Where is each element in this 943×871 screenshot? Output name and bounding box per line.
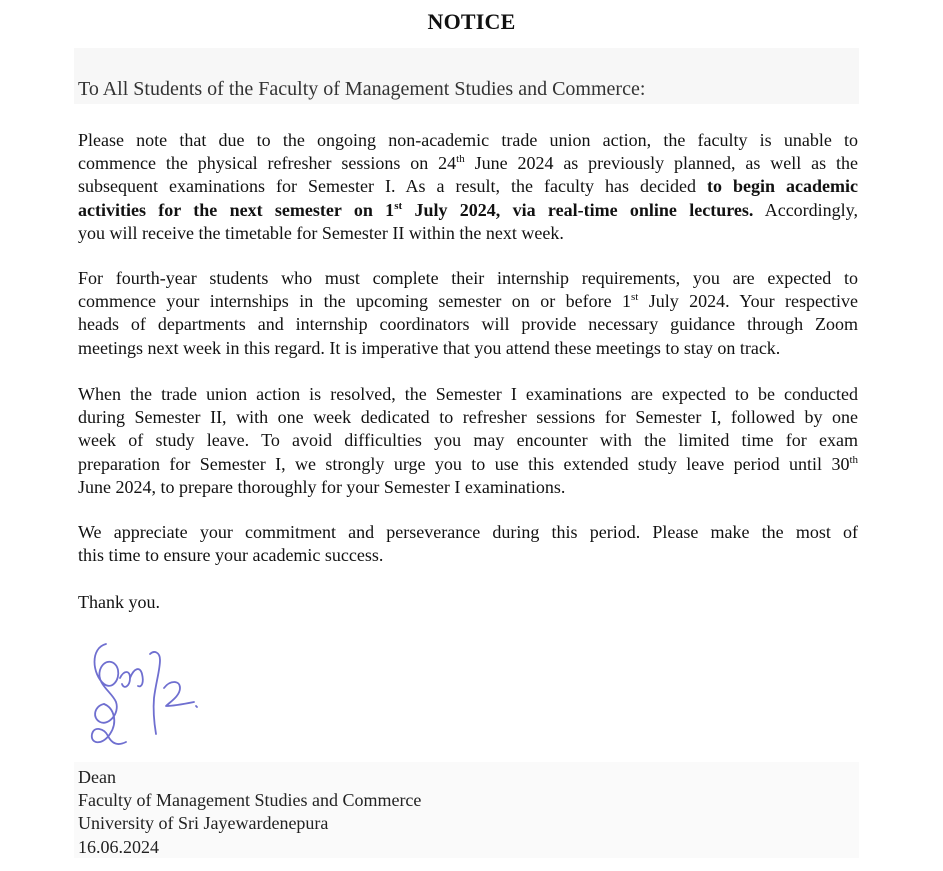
p2-line-1: For fourth-year students who must complete their internship requirements, you are expected to (78, 268, 858, 288)
p2-line-4: meetings next week in this regard. It is imperative that you attend these meetings to stay on track. (78, 337, 781, 358)
p1-line-4-bold-a: activities for the next semester on 1 (78, 199, 395, 220)
paragraph-appreciation (78, 521, 858, 567)
closing-thanks: Thank you. (78, 592, 160, 612)
signature-icon (84, 630, 214, 760)
p1-line-4 (78, 199, 858, 222)
p1-line-2 (78, 152, 858, 175)
p4-line-1: We appreciate your commitment and perseverance during this period. Please make the most of (78, 522, 858, 542)
p1-line-2-sup: th (456, 153, 465, 166)
p2-line-3: heads of departments and internship coordinators will provide necessary guidance through Zoom (78, 314, 858, 335)
paragraph-internships (78, 267, 858, 360)
p3-line-4-text: preparation for Semester I, we strongly urge you to use this extended study leave period until 30 (78, 453, 850, 474)
p3-line-4 (78, 453, 858, 476)
signatory-block (78, 766, 421, 859)
p3-line-2: during Semester II, with one week dedicated to refresher sessions for Semester I, followed by one (78, 407, 858, 428)
p3-line-5: June 2024, to prepare thoroughly for your Semester I examinations. (78, 476, 566, 497)
p1-line-1: Please note that due to the ongoing non-academic trade union action, the faculty is unable to (78, 130, 858, 150)
p2-line-2-sup: st (631, 291, 639, 304)
p2-line-2-text-b: July 2024. Your respective (638, 291, 858, 312)
signatory-faculty: Faculty of Management Studies and Commerce (78, 790, 422, 811)
paragraph-examinations (78, 383, 858, 499)
p2-line-2 (78, 290, 858, 313)
p2-line-2-text-a: commence your internships in the upcoming semester on or before 1 (78, 291, 631, 312)
signatory-title: Dean (78, 767, 116, 787)
p1-line-3-bold: to begin academic (706, 176, 858, 197)
p1-line-4-bold-b: July 2024, via real-time online lectures. (402, 199, 754, 220)
p1-line-3 (78, 175, 858, 198)
p1-line-5: you will receive the timetable for Semester II within the next week. (78, 222, 564, 243)
p1-line-4-text-b: Accordingly, (753, 199, 859, 220)
notice-date: 16.06.2024 (78, 836, 159, 857)
notice-title: NOTICE (427, 9, 516, 34)
addressee-line: To All Students of the Faculty of Management Studies and Commerce: (78, 78, 646, 100)
p1-line-2-text-a: commence the physical refresher sessions on 24 (78, 153, 457, 174)
p3-line-4-sup: th (849, 453, 858, 466)
p1-line-2-text-b: June 2024 as previously planned, as well as the (464, 153, 858, 174)
p3-line-1: When the trade union action is resolved, the Semester I examinations are expected to be conducted (78, 384, 858, 404)
signatory-university: University of Sri Jayewardenepura (78, 813, 329, 834)
p1-line-4-sup: st (394, 199, 403, 212)
paragraph-online-lectures (78, 129, 858, 245)
p3-line-3: week of study leave. To avoid difficulties you may encounter with the limited time for exam (78, 430, 858, 451)
p4-line-2: this time to ensure your academic success. (78, 545, 384, 566)
p1-line-3-text-a: subsequent examinations for Semester I. As a result, the faculty has decided (78, 176, 707, 197)
